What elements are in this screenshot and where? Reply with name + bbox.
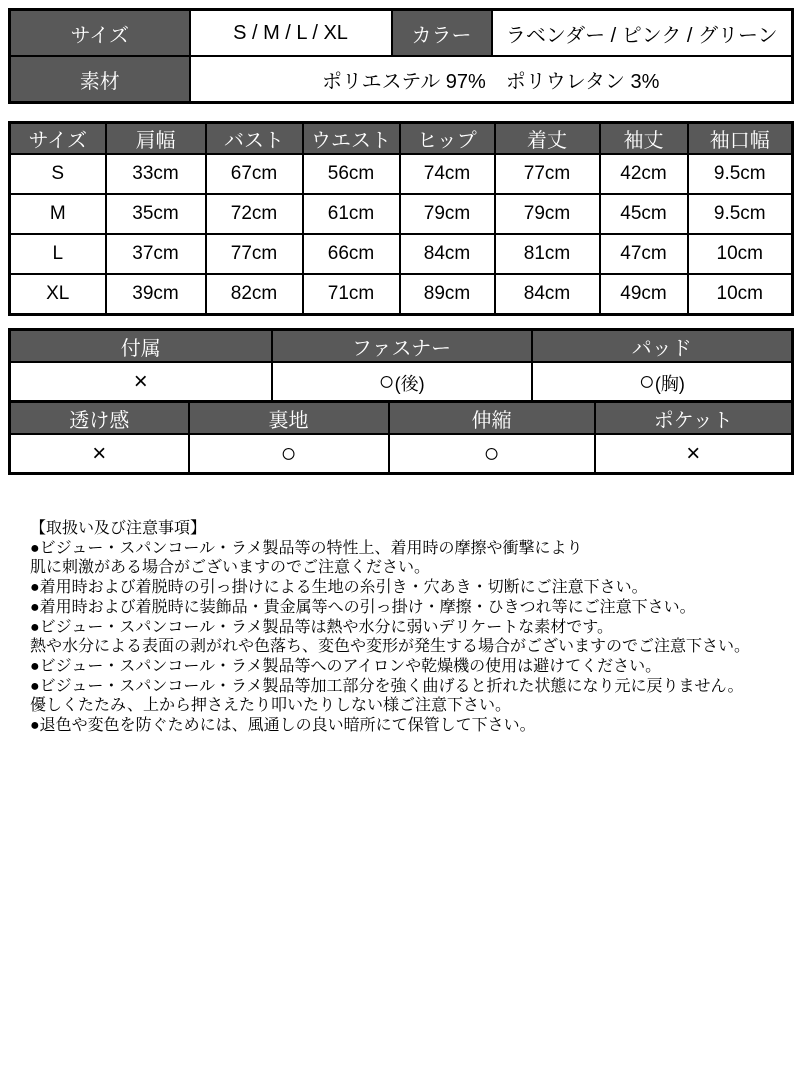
cell-bust: 72cm <box>206 194 303 234</box>
circle-mark-icon: ○ <box>280 438 297 468</box>
header-zipper: ファスナー <box>272 330 532 363</box>
size-row-s <box>10 154 793 194</box>
size-chart-table <box>8 121 794 316</box>
cell-cuff: 10cm <box>688 234 793 274</box>
note-line: ●ビジュー・スパンコール・ラメ製品等は熱や水分に弱いデリケートな素材です。 <box>30 618 613 636</box>
cross-mark-icon: × <box>92 439 107 467</box>
value-accessories <box>10 362 272 402</box>
note-line: 肌に刺激がある場合がございますのでご注意ください。 <box>30 559 431 577</box>
note-line: ●退色や変色を防ぐためには、風通しの良い暗所にて保管して下さい。 <box>30 717 536 735</box>
circle-mark-icon: ○ <box>638 366 655 396</box>
cell-sleeve: 47cm <box>600 234 688 274</box>
header-shoulder-width: 肩幅 <box>106 123 206 155</box>
cell-waist: 66cm <box>303 234 400 274</box>
cell-shoulder: 39cm <box>106 274 206 315</box>
cell-shoulder: 33cm <box>106 154 206 194</box>
header-pad: パッド <box>532 330 793 363</box>
cell-sleeve: 49cm <box>600 274 688 315</box>
value-pocket <box>595 434 793 474</box>
header-sleeve-length: 袖丈 <box>600 123 688 155</box>
color-label-cell: カラー <box>392 10 492 57</box>
size-value-cell: S / M / L / XL <box>190 10 392 57</box>
material-label-cell: 素材 <box>10 56 190 103</box>
header-size: サイズ <box>10 123 106 155</box>
circle-mark-icon: ○ <box>483 438 500 468</box>
cell-hip: 89cm <box>400 274 495 315</box>
material-value-cell: ポリエステル 97% ポリウレタン 3% <box>190 56 793 103</box>
header-stretch: 伸縮 <box>389 402 595 435</box>
note-line: ●着用時および着脱時に装飾品・貴金属等への引っ掛け・摩擦・ひきつれ等にご注意下さい。 <box>30 598 696 616</box>
cross-mark-icon: × <box>133 367 148 395</box>
size-chart-header-row <box>10 123 793 155</box>
care-notes <box>8 519 792 736</box>
cell-waist: 61cm <box>303 194 400 234</box>
cell-length: 79cm <box>495 194 600 234</box>
cell-hip: 79cm <box>400 194 495 234</box>
header-lining: 裏地 <box>189 402 389 435</box>
features-table-b <box>8 400 794 475</box>
size-row-l <box>10 234 793 274</box>
size-label-cell: サイズ <box>10 10 190 57</box>
note-line: ●ビジュー・スパンコール・ラメ製品等へのアイロンや乾燥機の使用は避けてください。 <box>30 657 662 675</box>
note-line: ●着用時および着脱時の引っ掛けによる生地の糸引き・穴あき・切断にご注意下さい。 <box>30 579 648 597</box>
cell-size: L <box>10 234 106 274</box>
spec-table <box>8 8 794 104</box>
note-line: ●ビジュー・スパンコール・ラメ製品等の特性上、着用時の摩擦や衝撃により <box>30 539 583 557</box>
value-sheerness <box>10 434 189 474</box>
size-row-m <box>10 194 793 234</box>
cell-cuff: 9.5cm <box>688 194 793 234</box>
notes-title: 【取扱い及び注意事項】 <box>30 520 207 537</box>
cell-bust: 82cm <box>206 274 303 315</box>
cell-cuff: 10cm <box>688 274 793 315</box>
cell-size: XL <box>10 274 106 315</box>
cell-length: 77cm <box>495 154 600 194</box>
value-zipper: ○(後) <box>272 362 532 402</box>
cell-sleeve: 42cm <box>600 154 688 194</box>
cell-bust: 77cm <box>206 234 303 274</box>
note-line: 優しくたたみ、上から押さえたり叩いたりしない様ご注意下さい。 <box>30 697 511 715</box>
note-line: ●ビジュー・スパンコール・ラメ製品等加工部分を強く曲げると折れた状態になり元に戻りません。 <box>30 677 744 695</box>
header-sheerness: 透け感 <box>10 402 189 435</box>
cell-length: 84cm <box>495 274 600 315</box>
cell-bust: 67cm <box>206 154 303 194</box>
header-length: 着丈 <box>495 123 600 155</box>
cell-shoulder: 35cm <box>106 194 206 234</box>
value-stretch <box>389 434 595 474</box>
value-lining <box>189 434 389 474</box>
header-bust: バスト <box>206 123 303 155</box>
size-row-xl <box>10 274 793 315</box>
features-table-a <box>8 328 794 403</box>
header-cuff-width: 袖口幅 <box>688 123 793 155</box>
color-value-cell: ラベンダー / ピンク / グリーン <box>492 10 793 57</box>
header-pocket: ポケット <box>595 402 793 435</box>
header-hip: ヒップ <box>400 123 495 155</box>
circle-mark-icon: ○ <box>378 366 395 396</box>
note-line: 熱や水分による表面の剥がれや色落ち、変色や変形が発生する場合がございますのでご注意下さい。 <box>30 638 751 656</box>
cell-shoulder: 37cm <box>106 234 206 274</box>
cell-waist: 56cm <box>303 154 400 194</box>
cell-hip: 84cm <box>400 234 495 274</box>
cell-sleeve: 45cm <box>600 194 688 234</box>
value-pad: ○(胸) <box>532 362 793 402</box>
cell-cuff: 9.5cm <box>688 154 793 194</box>
cell-length: 81cm <box>495 234 600 274</box>
header-accessories: 付属 <box>10 330 272 363</box>
cell-waist: 71cm <box>303 274 400 315</box>
cell-size: M <box>10 194 106 234</box>
cell-size: S <box>10 154 106 194</box>
cross-mark-icon: × <box>686 439 701 467</box>
header-waist: ウエスト <box>303 123 400 155</box>
cell-hip: 74cm <box>400 154 495 194</box>
